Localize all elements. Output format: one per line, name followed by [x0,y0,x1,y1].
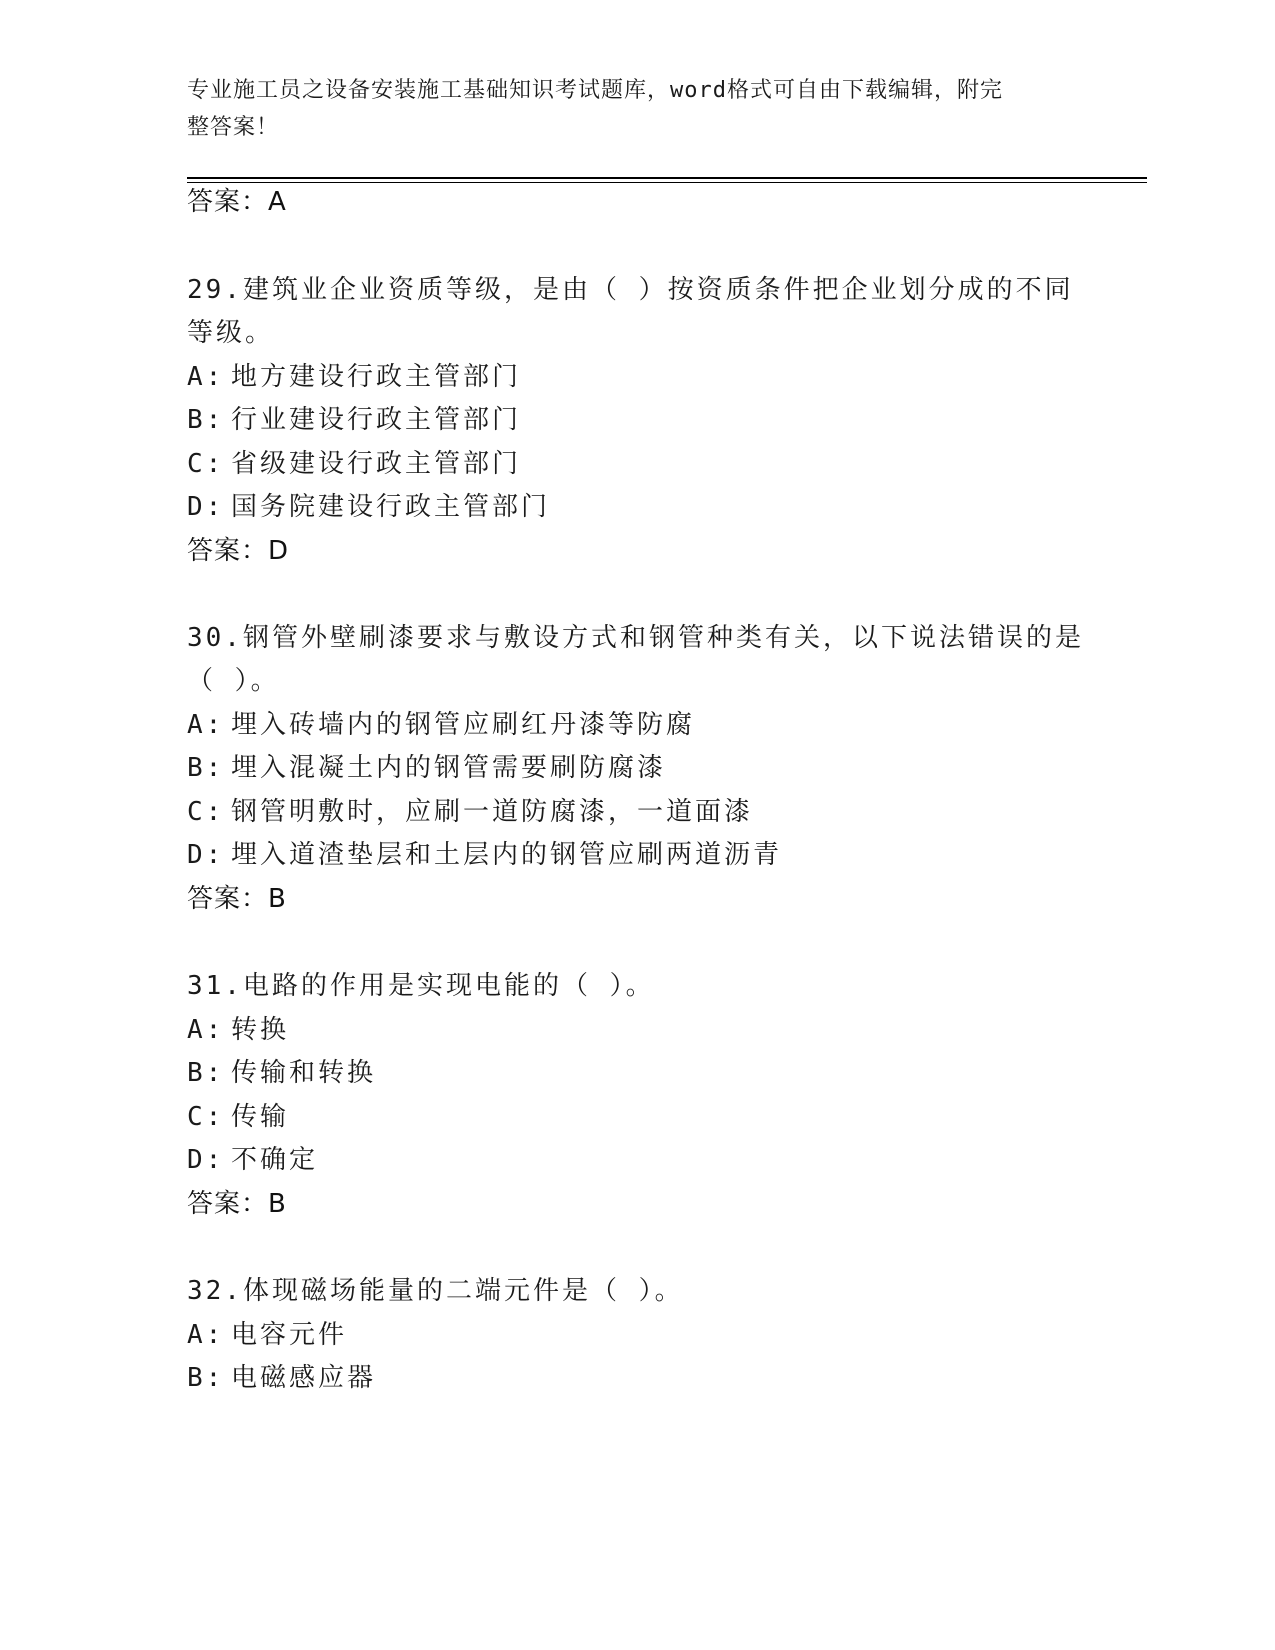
header-line-2: 整答案！ [187,115,280,140]
option-text: 地方建设行政主管部门 [231,362,522,392]
document-header [187,72,1067,146]
option-c [187,792,753,832]
option-c [187,444,521,484]
question-text-line-1: 29.建筑业企业资质等级，是由（ ）按资质条件把企业划分成的不同 [187,275,1074,305]
option-a [187,1010,289,1050]
option-letter: A: [187,362,225,392]
question-text-line-1: 30.钢管外壁刷漆要求与敷设方式和钢管种类有关，以下说法错误的是 [187,623,1084,653]
option-text: 传输 [231,1102,290,1132]
option-text: 钢管明敷时，应刷一道防腐漆，一道面漆 [231,797,754,827]
option-b [187,748,666,788]
header-line-1: 专业施工员之设备安装施工基础知识考试题库，word格式可自由下载编辑，附完 [187,78,1003,103]
option-c [187,1097,289,1137]
previous-answer: 答案：A [187,187,287,217]
option-a [187,357,521,397]
option-b [187,1053,376,1093]
option-letter: B: [187,1363,225,1393]
option-b [187,400,521,440]
option-letter: B: [187,753,225,783]
option-letter: B: [187,405,225,435]
question-text-line-1: 32.体现磁场能量的二端元件是（ ）。 [187,1276,684,1306]
option-text: 省级建设行政主管部门 [231,449,522,479]
header-divider-thin [187,182,1147,183]
option-text: 埋入道渣垫层和土层内的钢管应刷两道沥青 [231,840,783,870]
option-text: 转换 [231,1015,290,1045]
answer-31: 答案：B [187,1189,287,1219]
option-letter: A: [187,1320,225,1350]
option-text: 国务院建设行政主管部门 [231,492,551,522]
option-text: 埋入砖墙内的钢管应刷红丹漆等防腐 [231,710,696,740]
option-d [187,487,550,527]
option-letter: A: [187,1015,225,1045]
option-d [187,835,782,875]
option-b [187,1358,376,1398]
option-d [187,1140,318,1180]
option-a [187,1315,347,1355]
option-text: 埋入混凝土内的钢管需要刷防腐漆 [231,753,667,783]
option-letter: C: [187,449,225,479]
question-text-line-1: 31.电路的作用是实现电能的（ ）。 [187,971,655,1001]
option-text: 电容元件 [231,1320,348,1350]
option-letter: A: [187,710,225,740]
option-text: 行业建设行政主管部门 [231,405,522,435]
answer-30: 答案：B [187,884,287,914]
option-letter: D: [187,492,225,522]
option-text: 不确定 [231,1145,319,1175]
option-letter: D: [187,840,225,870]
option-text: 电磁感应器 [231,1363,377,1393]
option-letter: C: [187,797,225,827]
option-letter: D: [187,1145,225,1175]
option-letter: C: [187,1102,225,1132]
answer-29: 答案：D [187,536,290,566]
header-divider-thick [187,177,1147,179]
option-letter: B: [187,1058,225,1088]
option-text: 传输和转换 [231,1058,377,1088]
option-a [187,705,695,745]
question-text-line-2: 等级。 [187,318,275,348]
question-text-line-2: （ ）。 [187,666,280,696]
